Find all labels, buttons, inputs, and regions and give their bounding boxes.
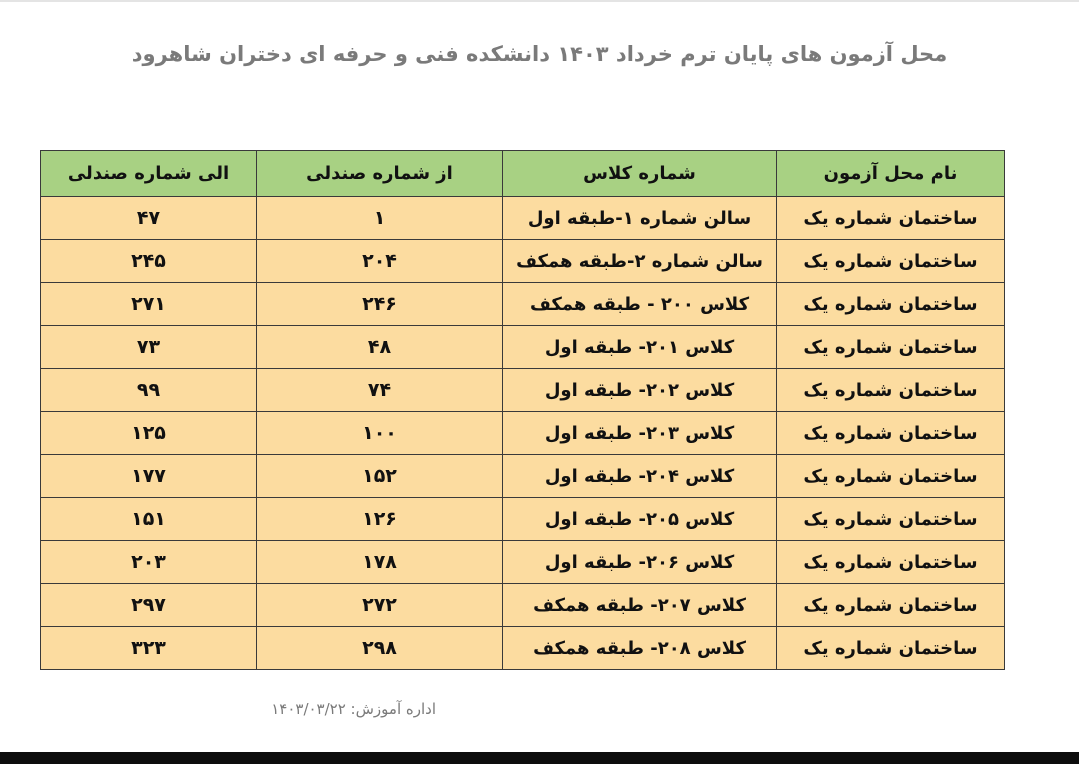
cell-room: کلاس ۲۰۲- طبقه اول bbox=[503, 369, 777, 412]
cell-location: ساختمان شماره یک bbox=[777, 326, 1005, 369]
cell-location: ساختمان شماره یک bbox=[777, 498, 1005, 541]
top-edge-line bbox=[0, 0, 1079, 2]
table-row bbox=[41, 326, 1005, 369]
cell-seat-to: ۳۲۳ bbox=[41, 627, 257, 670]
cell-seat-from: ۷۴ bbox=[257, 369, 503, 412]
cell-seat-to: ۱۲۵ bbox=[41, 412, 257, 455]
exam-location-table-container bbox=[40, 150, 1005, 670]
cell-location: ساختمان شماره یک bbox=[777, 240, 1005, 283]
cell-room: سالن شماره ۱-طبقه اول bbox=[503, 197, 777, 240]
table-body bbox=[41, 197, 1005, 670]
header-room: شماره کلاس bbox=[503, 151, 777, 197]
table-row bbox=[41, 369, 1005, 412]
cell-seat-from: ۱ bbox=[257, 197, 503, 240]
cell-seat-from: ۴۸ bbox=[257, 326, 503, 369]
header-seat-to: الی شماره صندلی bbox=[41, 151, 257, 197]
cell-seat-to: ۹۹ bbox=[41, 369, 257, 412]
page-title: محل آزمون های پایان ترم خرداد ۱۴۰۳ دانشکده فنی و حرفه ای دختران شاهرود bbox=[131, 42, 948, 66]
table-row bbox=[41, 455, 1005, 498]
cell-room: کلاس ۲۰۴- طبقه اول bbox=[503, 455, 777, 498]
header-location: نام محل آزمون bbox=[777, 151, 1005, 197]
cell-seat-from: ۲۷۲ bbox=[257, 584, 503, 627]
cell-seat-to: ۲۷۱ bbox=[41, 283, 257, 326]
cell-location: ساختمان شماره یک bbox=[777, 584, 1005, 627]
education-office-date-note: اداره آموزش: ۱۴۰۳/۰۳/۲۲ bbox=[271, 700, 436, 718]
cell-location: ساختمان شماره یک bbox=[777, 541, 1005, 584]
cell-location: ساختمان شماره یک bbox=[777, 369, 1005, 412]
bottom-dark-bar bbox=[0, 752, 1079, 764]
table-row bbox=[41, 283, 1005, 326]
cell-room: کلاس ۲۰۰ - طبقه همکف bbox=[503, 283, 777, 326]
table-row bbox=[41, 498, 1005, 541]
cell-location: ساختمان شماره یک bbox=[777, 412, 1005, 455]
cell-location: ساختمان شماره یک bbox=[777, 455, 1005, 498]
cell-room: کلاس ۲۰۱- طبقه اول bbox=[503, 326, 777, 369]
cell-seat-to: ۲۰۳ bbox=[41, 541, 257, 584]
table-header-row bbox=[41, 151, 1005, 197]
cell-seat-from: ۱۲۶ bbox=[257, 498, 503, 541]
table-row bbox=[41, 541, 1005, 584]
cell-location: ساختمان شماره یک bbox=[777, 197, 1005, 240]
cell-seat-to: ۲۹۷ bbox=[41, 584, 257, 627]
cell-seat-from: ۲۰۴ bbox=[257, 240, 503, 283]
cell-location: ساختمان شماره یک bbox=[777, 283, 1005, 326]
cell-seat-from: ۱۵۲ bbox=[257, 455, 503, 498]
cell-seat-from: ۱۷۸ bbox=[257, 541, 503, 584]
table-row bbox=[41, 627, 1005, 670]
cell-seat-from: ۲۹۸ bbox=[257, 627, 503, 670]
cell-seat-to: ۷۳ bbox=[41, 326, 257, 369]
cell-seat-to: ۲۴۵ bbox=[41, 240, 257, 283]
cell-seat-from: ۲۴۶ bbox=[257, 283, 503, 326]
cell-room: سالن شماره ۲-طبقه همکف bbox=[503, 240, 777, 283]
cell-seat-from: ۱۰۰ bbox=[257, 412, 503, 455]
exam-location-table bbox=[40, 150, 1005, 670]
table-row bbox=[41, 240, 1005, 283]
cell-room: کلاس ۲۰۵- طبقه اول bbox=[503, 498, 777, 541]
cell-seat-to: ۴۷ bbox=[41, 197, 257, 240]
header-seat-from: از شماره صندلی bbox=[257, 151, 503, 197]
table-row bbox=[41, 584, 1005, 627]
cell-room: کلاس ۲۰۸- طبقه همکف bbox=[503, 627, 777, 670]
cell-room: کلاس ۲۰۳- طبقه اول bbox=[503, 412, 777, 455]
cell-room: کلاس ۲۰۶- طبقه اول bbox=[503, 541, 777, 584]
cell-seat-to: ۱۷۷ bbox=[41, 455, 257, 498]
cell-room: کلاس ۲۰۷- طبقه همکف bbox=[503, 584, 777, 627]
cell-location: ساختمان شماره یک bbox=[777, 627, 1005, 670]
table-row bbox=[41, 197, 1005, 240]
cell-seat-to: ۱۵۱ bbox=[41, 498, 257, 541]
table-row bbox=[41, 412, 1005, 455]
